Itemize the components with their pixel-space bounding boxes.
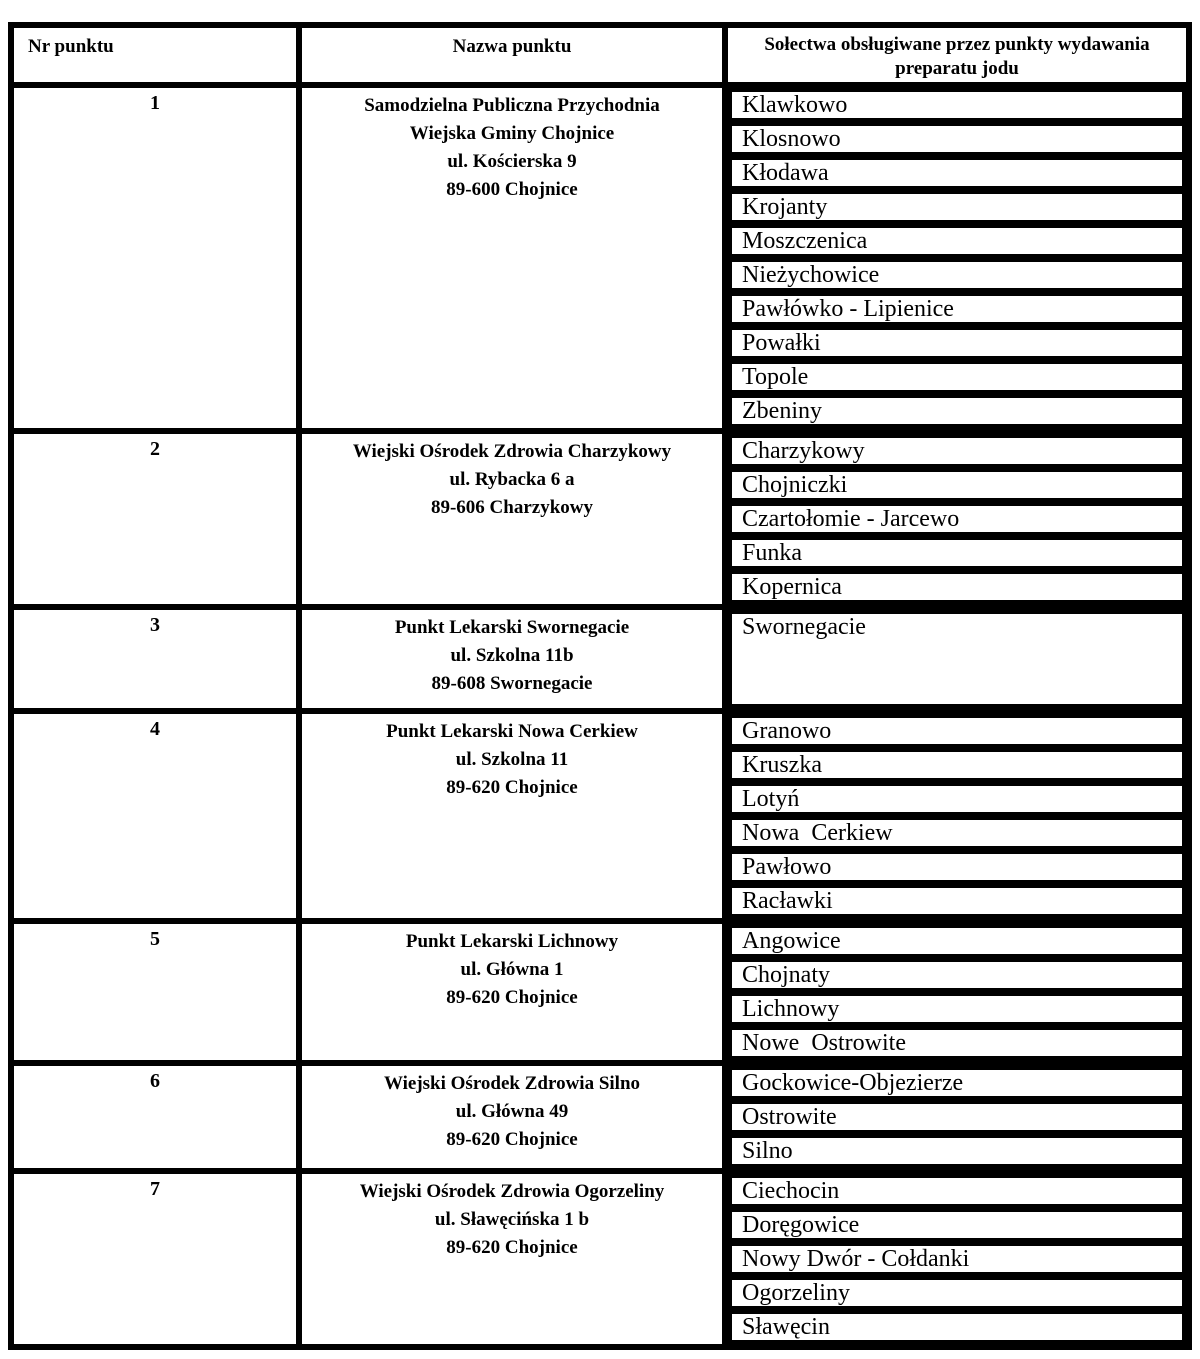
- village-cell: Kłodawa: [728, 156, 1186, 190]
- point-name-line: Wiejski Ośrodek Zdrowia Silno: [383, 1073, 641, 1094]
- villages-list: [728, 714, 1186, 918]
- table-row-6: [14, 1060, 1186, 1168]
- point-number: 2: [14, 434, 302, 604]
- village-cell: Gockowice-Objezierze: [728, 1066, 1186, 1100]
- villages-list: [728, 1174, 1186, 1344]
- table-row-5: [14, 918, 1186, 1060]
- point-name-line: Wiejski Ośrodek Zdrowia Charzykowy: [352, 441, 672, 462]
- point-number: 7: [14, 1174, 302, 1344]
- point-name-line: 89-606 Charzykowy: [430, 497, 594, 518]
- village-cell: Angowice: [728, 924, 1186, 958]
- point-number: 6: [14, 1066, 302, 1168]
- point-name-line: Samodzielna Publiczna Przychodnia: [364, 95, 660, 116]
- villages-list: [728, 924, 1186, 1060]
- table-header-row: [14, 28, 1186, 82]
- point-name-line: ul. Sławęcińska 1 b: [434, 1209, 590, 1230]
- village-cell: Pawłowo: [728, 850, 1186, 884]
- point-name: [302, 610, 728, 708]
- point-name: [302, 88, 728, 428]
- village-cell: Kopernica: [728, 570, 1186, 604]
- villages-list: [728, 434, 1186, 604]
- table-row-1: [14, 82, 1186, 428]
- village-cell: Funka: [728, 536, 1186, 570]
- iodine-points-table: [8, 22, 1192, 1350]
- table-row-3: [14, 604, 1186, 708]
- village-cell: Nowa Cerkiew: [728, 816, 1186, 850]
- table-row-7: [14, 1168, 1186, 1344]
- villages-list: [728, 1066, 1186, 1168]
- point-number: 3: [14, 610, 302, 708]
- point-name-line: ul. Rybacka 6 a: [449, 469, 575, 490]
- point-name-line: Wiejska Gminy Chojnice: [409, 123, 615, 144]
- point-name: [302, 434, 728, 604]
- village-cell: Czartołomie - Jarcewo: [728, 502, 1186, 536]
- point-name: [302, 924, 728, 1060]
- point-name: [302, 1066, 728, 1168]
- village-cell: Ogorzeliny: [728, 1276, 1186, 1310]
- point-name-line: 89-620 Chojnice: [446, 987, 578, 1008]
- header-nr-punktu: Nr punktu: [14, 28, 302, 82]
- village-cell: Zbeniny: [728, 394, 1186, 428]
- point-name: [302, 714, 728, 918]
- point-name: [302, 1174, 728, 1344]
- point-name-line: 89-620 Chojnice: [446, 777, 578, 798]
- village-cell: Lotyń: [728, 782, 1186, 816]
- table-row-2: [14, 428, 1186, 604]
- village-cell: Racławki: [728, 884, 1186, 918]
- village-cell: Moszczenica: [728, 224, 1186, 258]
- point-name-line: 89-608 Swornegacie: [431, 673, 593, 694]
- village-cell: Kruszka: [728, 748, 1186, 782]
- point-name-line: ul. Szkolna 11: [455, 749, 569, 770]
- village-cell: Klawkowo: [728, 88, 1186, 122]
- header-solectwa: Sołectwa obsługiwane przez punkty wydawania preparatu jodu: [764, 34, 1150, 79]
- village-cell: Silno: [728, 1134, 1186, 1168]
- village-cell: Chojniczki: [728, 468, 1186, 502]
- village-cell: Powałki: [728, 326, 1186, 360]
- village-cell: Lichnowy: [728, 992, 1186, 1026]
- village-cell: Topole: [728, 360, 1186, 394]
- villages-list: [728, 610, 1186, 708]
- point-number: 1: [14, 88, 302, 428]
- point-name-line: Punkt Lekarski Nowa Cerkiew: [386, 721, 638, 742]
- village-cell: Nowy Dwór - Cołdanki: [728, 1242, 1186, 1276]
- village-cell: Doręgowice: [728, 1208, 1186, 1242]
- village-cell: Swornegacie: [728, 610, 1186, 708]
- point-name-line: Punkt Lekarski Swornegacie: [394, 617, 630, 638]
- village-cell: Nowe Ostrowite: [728, 1026, 1186, 1060]
- village-cell: Nieżychowice: [728, 258, 1186, 292]
- village-cell: Ostrowite: [728, 1100, 1186, 1134]
- point-name-line: Wiejski Ośrodek Zdrowia Ogorzeliny: [359, 1181, 665, 1202]
- table-row-4: [14, 708, 1186, 918]
- villages-list: [728, 88, 1186, 428]
- village-cell: Chojnaty: [728, 958, 1186, 992]
- point-name-line: ul. Główna 1: [460, 959, 564, 980]
- header-nazwa-punktu: Nazwa punktu: [302, 28, 728, 82]
- point-name-line: 89-620 Chojnice: [446, 1129, 578, 1150]
- village-cell: Ciechocin: [728, 1174, 1186, 1208]
- point-name-line: 89-620 Chojnice: [446, 1237, 578, 1258]
- point-number: 5: [14, 924, 302, 1060]
- village-cell: Klosnowo: [728, 122, 1186, 156]
- village-cell: Krojanty: [728, 190, 1186, 224]
- village-cell: Charzykowy: [728, 434, 1186, 468]
- point-name-line: 89-600 Chojnice: [446, 179, 578, 200]
- point-name-line: ul. Główna 49: [455, 1101, 569, 1122]
- village-cell: Granowo: [728, 714, 1186, 748]
- point-name-line: ul. Kościerska 9: [447, 151, 577, 172]
- point-name-line: ul. Szkolna 11b: [450, 645, 574, 666]
- point-number: 4: [14, 714, 302, 918]
- point-name-line: Punkt Lekarski Lichnowy: [405, 931, 619, 952]
- village-cell: Sławęcin: [728, 1310, 1186, 1344]
- village-cell: Pawłówko - Lipienice: [728, 292, 1186, 326]
